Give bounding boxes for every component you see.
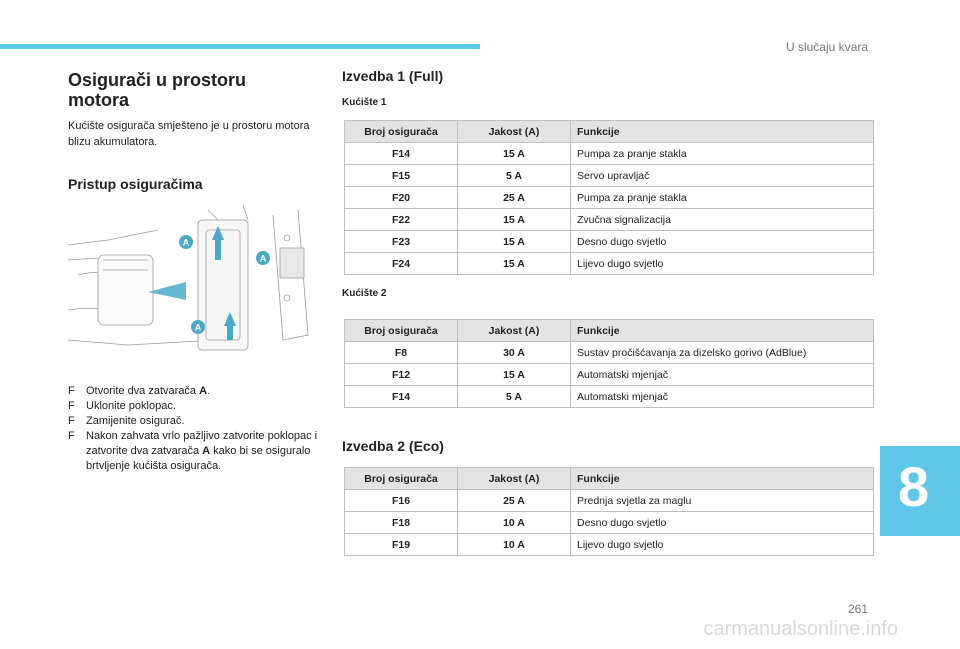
access-subtitle: Pristup osiguračima	[68, 176, 203, 192]
column-header: Jakost (A)	[458, 320, 571, 342]
table-row	[345, 187, 874, 209]
table-row	[345, 231, 874, 253]
watermark: carmanualsonline.info	[703, 618, 898, 640]
table-cell: 10 A	[458, 512, 571, 534]
step-marker: F	[68, 385, 75, 397]
table-cell: 25 A	[458, 490, 571, 512]
step-item: F Zamijenite osigurač.	[68, 415, 185, 427]
case-2-heading: Kućište 2	[342, 288, 387, 299]
step-item: F Otvorite dva zatvarača A.	[68, 385, 211, 397]
table-cell: F20	[345, 187, 458, 209]
column-header: Funkcije	[571, 320, 874, 342]
table-cell: F16	[345, 490, 458, 512]
table-header-row	[345, 468, 874, 490]
step-marker: F	[68, 400, 75, 412]
table-row	[345, 143, 874, 165]
table-cell: F23	[345, 231, 458, 253]
step-list	[68, 384, 323, 474]
top-accent-bar	[0, 44, 480, 49]
table-header-row	[345, 320, 874, 342]
table-cell: 10 A	[458, 534, 571, 556]
table-row	[345, 209, 874, 231]
column-header: Funkcije	[571, 121, 874, 143]
variant-2-heading: Izvedba 2 (Eco)	[342, 438, 444, 454]
table-header-row	[345, 121, 874, 143]
table-cell: Lijevo dugo svjetlo	[571, 253, 874, 275]
fuse-table-case-1	[344, 120, 874, 275]
table-cell: Desno dugo svjetlo	[571, 512, 874, 534]
table-row	[345, 534, 874, 556]
column-header: Jakost (A)	[458, 121, 571, 143]
table-cell: F8	[345, 342, 458, 364]
table-cell: 15 A	[458, 253, 571, 275]
table-cell: 15 A	[458, 231, 571, 253]
table-cell: 15 A	[458, 143, 571, 165]
table-cell: 15 A	[458, 209, 571, 231]
callout-a-bottom: A	[194, 322, 202, 333]
step-marker: F	[68, 430, 75, 442]
table-cell: F18	[345, 512, 458, 534]
table-row	[345, 490, 874, 512]
table-cell: 30 A	[458, 342, 571, 364]
table-row	[345, 253, 874, 275]
table-cell: F22	[345, 209, 458, 231]
table-cell: F14	[345, 386, 458, 408]
table-row	[345, 386, 874, 408]
table-row	[345, 364, 874, 386]
column-header: Jakost (A)	[458, 468, 571, 490]
table-row	[345, 512, 874, 534]
variant-1-heading: Izvedba 1 (Full)	[342, 68, 444, 84]
callout-a-right: A	[259, 253, 267, 264]
table-cell: Lijevo dugo svjetlo	[571, 534, 874, 556]
callout-a-top: A	[182, 237, 190, 248]
table-cell: Zvučna signalizacija	[571, 209, 874, 231]
table-cell: Sustav pročišćavanja za dizelsko gorivo (AdBlue)	[571, 342, 874, 364]
table-cell: Prednja svjetla za maglu	[571, 490, 874, 512]
table-cell: Automatski mjenjač	[571, 364, 874, 386]
fusebox-illustration	[68, 200, 318, 360]
column-header: Broj osigurača	[345, 320, 458, 342]
table-cell: Pumpa za pranje stakla	[571, 143, 874, 165]
table-cell: F12	[345, 364, 458, 386]
table-cell: F15	[345, 165, 458, 187]
chapter-tab	[880, 446, 960, 536]
table-cell: F19	[345, 534, 458, 556]
column-header: Broj osigurača	[345, 121, 458, 143]
case-1-heading: Kućište 1	[342, 97, 387, 108]
intro-text: Kućište osigurača smješteno je u prostoru motora blizu akumulatora.	[68, 120, 310, 148]
table-cell: 25 A	[458, 187, 571, 209]
column-header: Funkcije	[571, 468, 874, 490]
fuse-table-case-2	[344, 319, 874, 408]
table-cell: F14	[345, 143, 458, 165]
table-cell: Automatski mjenjač	[571, 386, 874, 408]
step-marker: F	[68, 415, 75, 427]
table-row	[345, 165, 874, 187]
table-cell: Desno dugo svjetlo	[571, 231, 874, 253]
table-cell: F24	[345, 253, 458, 275]
chapter-number: 8	[898, 455, 930, 518]
table-row	[345, 342, 874, 364]
table-cell: 5 A	[458, 165, 571, 187]
section-title: U slučaju kvara	[785, 40, 868, 54]
column-header: Broj osigurača	[345, 468, 458, 490]
step-item: F Uklonite poklopac.	[68, 400, 176, 412]
page-number: 261	[847, 602, 868, 616]
fuse-table-eco	[344, 467, 874, 556]
page-title: Osigurači u prostoru motora	[68, 70, 247, 110]
table-cell: 5 A	[458, 386, 571, 408]
step-item: F Nakon zahvata vrlo pažljivo zatvorite poklopac i zatvorite dva zatvarača A kako bi se osiguralo brtvljenje kućišta osigurača.	[68, 430, 318, 472]
table-cell: Servo upravljač	[571, 165, 874, 187]
table-cell: Pumpa za pranje stakla	[571, 187, 874, 209]
table-cell: 15 A	[458, 364, 571, 386]
